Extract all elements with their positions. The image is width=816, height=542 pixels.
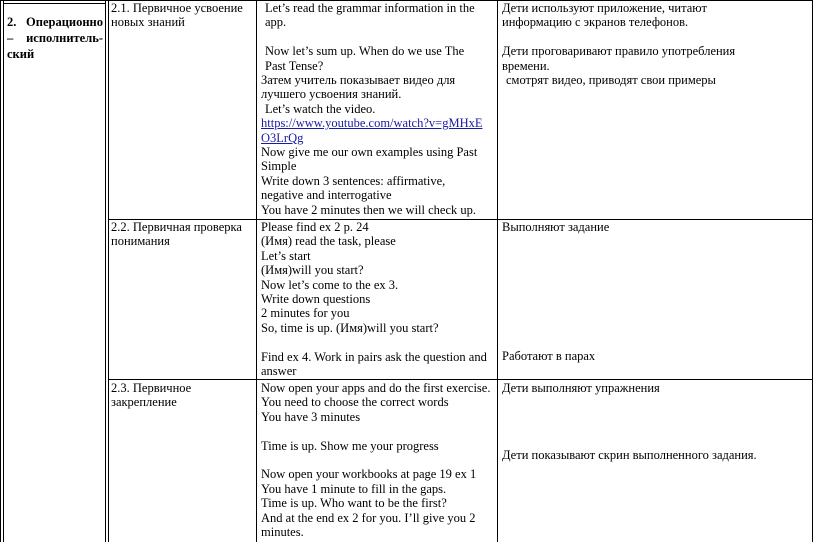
student-text: времени. xyxy=(502,58,550,73)
table-border-right xyxy=(812,0,813,542)
table-border-left xyxy=(0,0,1,542)
teacher-text: Now open your workbooks at page 19 ex 1 xyxy=(261,467,477,482)
teacher-activity-cell xyxy=(261,381,495,539)
student-text: Дети выполняют упражнения xyxy=(502,381,660,395)
teacher-text: Now open your apps and do the first exercise. xyxy=(261,381,491,395)
student-text: Дети используют приложение, читают xyxy=(502,1,707,15)
step-title: 2.2. Первичная проверка xyxy=(111,220,242,234)
stage-cell xyxy=(7,14,103,62)
step-title: новых знаний xyxy=(111,15,185,30)
teacher-text: Write down questions xyxy=(261,292,371,307)
teacher-text: app. xyxy=(265,15,287,30)
youtube-video-link[interactable]: O3LrQg xyxy=(261,130,304,145)
teacher-text: Time is up. Who want to be the first? xyxy=(261,496,447,511)
stage-title: 2. Операционно xyxy=(7,15,103,29)
teacher-text: (Имя)will you start? xyxy=(261,263,364,278)
teacher-text: You need to choose the correct words xyxy=(261,395,449,410)
teacher-text: Let’s read the grammar information in the xyxy=(265,1,475,15)
student-activity-cell xyxy=(502,381,808,463)
row-divider xyxy=(108,379,813,380)
teacher-text: So, time is up. (Имя)will you start? xyxy=(261,320,439,335)
step-title: 2.3. Первичное xyxy=(111,381,192,395)
teacher-text: Please find ex 2 p. 24 xyxy=(261,220,369,234)
teacher-text: Now give me our own examples using Past xyxy=(261,145,478,160)
table-border-top-inner xyxy=(3,3,106,4)
teacher-text: Затем учитель показывает видео для xyxy=(261,73,456,88)
teacher-text: Time is up. Show me your progress xyxy=(261,438,439,453)
teacher-text: Let’s start xyxy=(261,248,311,263)
student-text: информацию с экранов телефонов. xyxy=(502,15,689,30)
step-cell xyxy=(111,1,254,30)
student-activity-cell xyxy=(502,220,808,364)
teacher-text: Simple xyxy=(261,159,297,174)
teacher-activity-cell xyxy=(261,1,495,217)
teacher-text: You have 1 minute to fill in the gaps. xyxy=(261,481,447,496)
column-divider xyxy=(497,0,498,542)
teacher-activity-cell xyxy=(261,220,495,378)
teacher-text: лучшего усвоения знаний. xyxy=(261,87,402,102)
stage-title: – исполнитель- xyxy=(7,31,103,45)
teacher-text: answer xyxy=(261,364,297,379)
column-divider xyxy=(256,0,257,542)
step-cell xyxy=(111,220,254,249)
teacher-text: minutes. xyxy=(261,525,304,540)
teacher-text: And at the end ex 2 for you. I’ll give you 2 xyxy=(261,510,476,525)
teacher-text: You have 3 minutes xyxy=(261,409,361,424)
student-text: смотрят видео, приводят свои примеры xyxy=(506,73,716,88)
teacher-text: Now let’s come to the ex 3. xyxy=(261,277,399,292)
column-divider-inner xyxy=(108,0,109,542)
teacher-text: negative and interrogative xyxy=(261,188,392,203)
teacher-text: You have 2 minutes then we will check up. xyxy=(261,202,477,217)
student-activity-cell xyxy=(502,1,808,87)
teacher-text: 2 minutes for you xyxy=(261,306,350,321)
step-title: понимания xyxy=(111,234,170,249)
youtube-video-link[interactable]: https://www.youtube.com/watch?v=gMHxE xyxy=(261,116,483,131)
student-text: Работают в парах xyxy=(502,349,596,364)
teacher-text: Write down 3 sentences: affirmative, xyxy=(261,173,446,188)
teacher-text: Now let’s sum up. When do we use The xyxy=(265,44,465,59)
student-text: Дети проговаривают правило употребления xyxy=(502,44,736,59)
step-title: закрепление xyxy=(111,395,177,410)
step-cell xyxy=(111,381,254,410)
stage-title: ский xyxy=(7,47,35,61)
step-title: 2.1. Первичное усвоение xyxy=(111,1,243,15)
column-divider xyxy=(105,0,106,542)
teacher-text: (Имя) read the task, please xyxy=(261,234,396,249)
student-text: Дети показывают скрин выполненного задания. xyxy=(502,448,757,463)
teacher-text: Past Tense? xyxy=(265,58,324,73)
teacher-text: Find ex 4. Work in pairs ask the question and xyxy=(261,349,487,364)
teacher-text: Let’s watch the video. xyxy=(265,101,376,116)
table-border-left-inner xyxy=(3,0,4,542)
student-text: Выполняют задание xyxy=(502,220,610,234)
